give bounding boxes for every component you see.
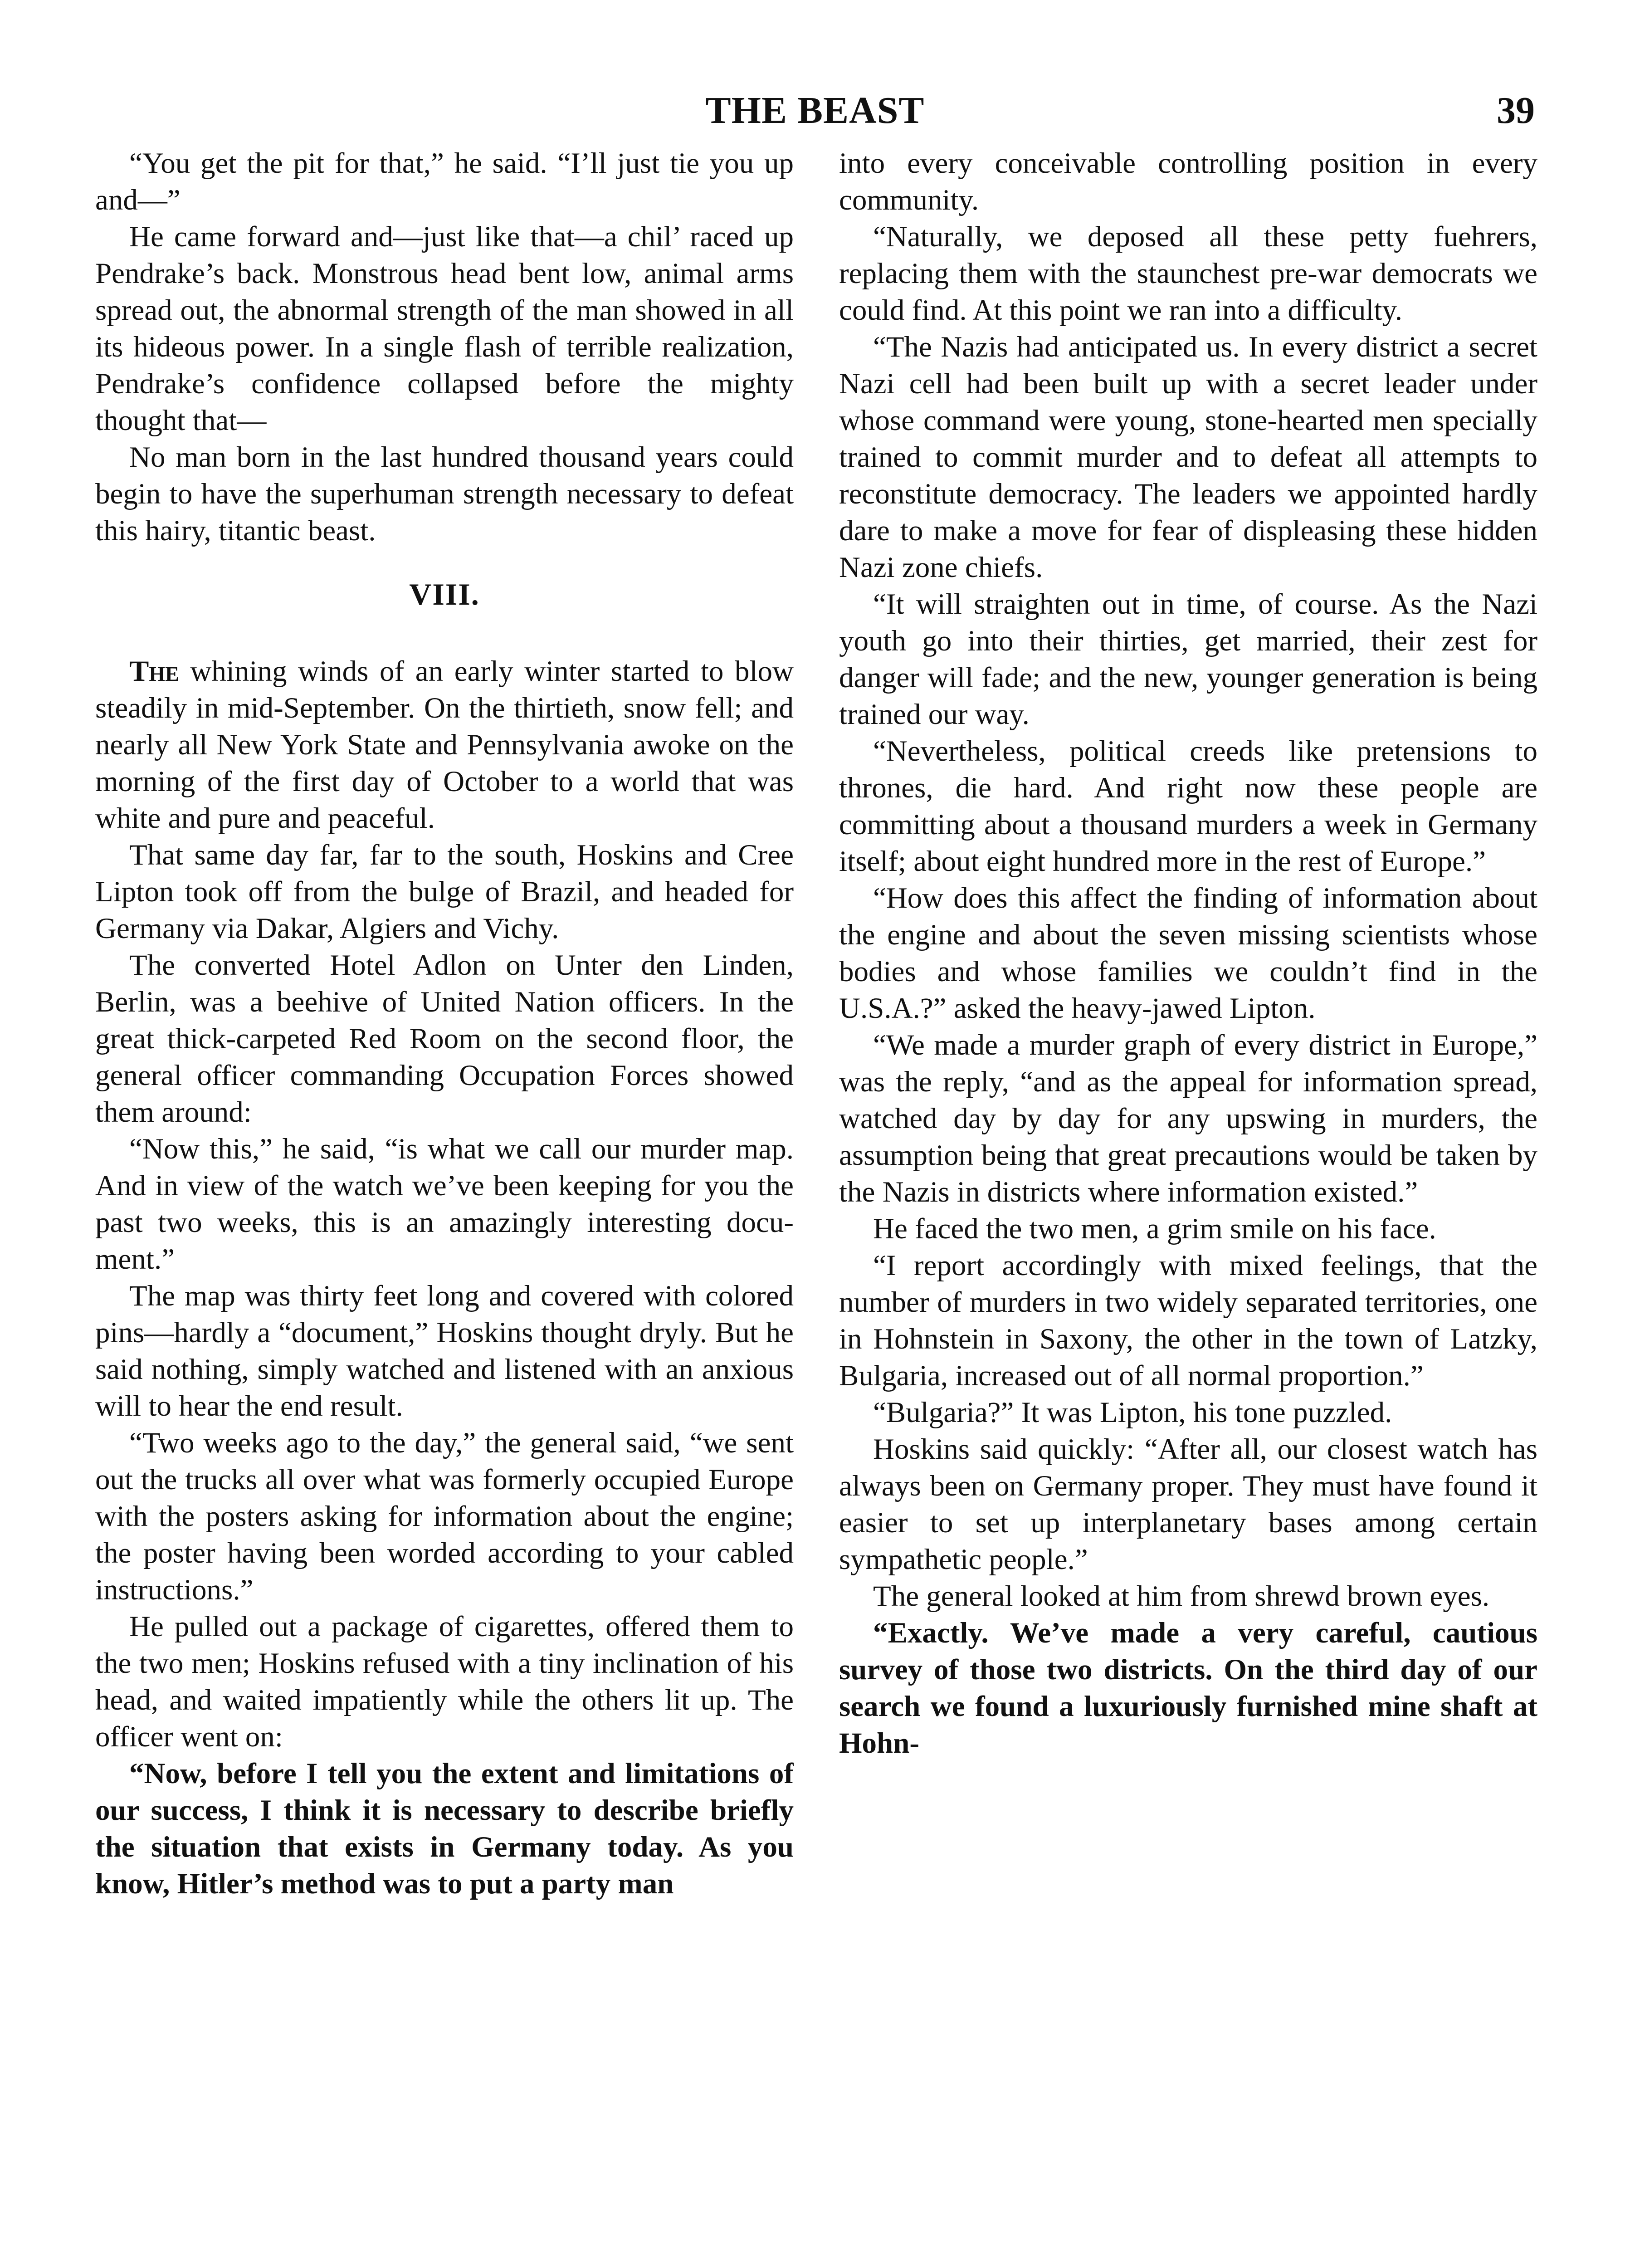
article-columns <box>95 145 1537 2268</box>
paragraph: The map was thirty feet long and covered with colored pins—hardly a “document,” Hoskins thought dryly. But he said nothing, simply watched and listened with an anxious will to hear the end result. <box>95 1280 794 1422</box>
paragraph: That same day far, far to the south, Hoskins and Cree Lipton took off from the bulge of Brazil, and headed for Germany via Dakar, Algiers and Vichy. <box>95 839 794 945</box>
paragraph: Hoskins said quickly: “After all, our closest watch has always been on Germany proper. They must have found it easier to set up interplanetary bases among certain sympathetic people.” <box>839 1433 1537 1576</box>
paragraph: “Now this,” he said, “is what we call our murder map. And in view of the watch we’ve been keeping for you the past two weeks, this is an amazingly interesting document.” <box>95 1133 794 1276</box>
page-header <box>95 88 1535 138</box>
paragraph: “The Nazis had anticipated us. In every district a secret Nazi cell had been built up with a secret leader under whose command were young, stone-hearted men specially trained to commit murder and to defeat all attempts to reconstitute democracy. The leaders we appointed hardly dare to make a move for fear of displeasing these hidden Nazi zone chiefs. <box>839 331 1537 584</box>
section-opening-paragraph <box>95 653 794 837</box>
paragraph-text: whining winds of an early winter started to blow steadily in mid-September. On the thirtieth, snow fell; and nearly all New York State and Pennsylvania awoke on the morning of the first day of October to a world that was white and pure and peaceful. <box>95 655 794 835</box>
paragraph: “Naturally, we deposed all these petty fuehrers, replacing them with the staunchest pre-war democrats we could find. At this point we ran into a difficulty. <box>839 220 1537 327</box>
paragraph: “I report accordingly with mixed feelings, that the number of murders in two widely separated territories, one in Hohnstein in Saxony, the other in the town of Latzky, Bulgaria, increased out of all normal proportion.” <box>839 1249 1537 1392</box>
right-column <box>839 145 1537 2268</box>
paragraph: The converted Hotel Adlon on Unter den Linden, Berlin, was a beehive of United Nation officers. In the great thick-carpeted Red Room on the second floor, the general officer commanding Occupation Forces showed them around: <box>95 949 794 1129</box>
paragraph: He faced the two men, a grim smile on his face. <box>873 1212 1436 1245</box>
opening-word: The <box>129 655 179 688</box>
continued-paragraph: into every conceivable controlling position in every community. <box>839 147 1537 216</box>
page-number: 39 <box>1497 89 1535 132</box>
paragraph: “Now, before I tell you the extent and limitations of our success, I think it is necessary to describe briefly the situation that exists in Germany today. As you know, Hitler’s method was to put a party man <box>95 1757 794 1900</box>
paragraph: He pulled out a package of cigarettes, offered them to the two men; Hoskins refused with a tiny inclination of his head, and waited impatiently while the others lit up. The officer went on: <box>95 1610 794 1753</box>
section-heading: VIII. <box>409 577 480 611</box>
paragraph: “We made a murder graph of every district in Europe,” was the reply, “and as the appeal for information spread, watched day by day for any upswing in murders, the assumption being that great precautions would be taken by the Nazis in districts where information existed.” <box>839 1029 1537 1208</box>
paragraph: “You get the pit for that,” he said. “I’ll just tie you up and—” <box>95 147 794 216</box>
running-title: THE BEAST <box>705 89 925 132</box>
paragraph: “How does this affect the finding of information about the engine and about the seven missing scientists whose bodies and whose families we couldn’t find in the U.S.A.?” asked the heavy-jawed Lipton. <box>839 882 1537 1025</box>
paragraph: “Bulgaria?” It was Lipton, his tone puzzled. <box>873 1396 1392 1429</box>
paragraph: “Two weeks ago to the day,” the general said, “we sent out the trucks all over what was formerly occupied Europe with the posters asking for information about the engine; the poster having been worded according to your cabled instructions.” <box>95 1427 794 1606</box>
left-column <box>95 145 794 2268</box>
paragraph: He came forward and—just like that—a chil’ raced up Pendrake’s back. Monstrous head bent low, animal arms spread out, the abnormal strength of the man showed in all its hideous power. In a single flash of terrible realization, Pendrake’s confidence collapsed before the mighty thought that— <box>95 220 794 437</box>
paragraph: “Nevertheless, political creeds like pretensions to thrones, die hard. And right now these people are committing about a thousand murders a week in Germany itself; about eight hundred more in the rest of Europe.” <box>839 735 1537 878</box>
paragraph: “Exactly. We’ve made a very careful, cautious survey of those two districts. On the third day of our search we found a luxuriously furnished mine shaft at Hohn- <box>839 1617 1537 1760</box>
paragraph: “It will straighten out in time, of course. As the Nazi youth go into their thirties, get married, their zest for danger will fade; and the new, younger generation is being trained our way. <box>839 588 1537 731</box>
paragraph: No man born in the last hundred thousand years could begin to have the superhuman strength necessary to defeat this hairy, titantic beast. <box>95 441 794 547</box>
paragraph: The general looked at him from shrewd brown eyes. <box>873 1580 1490 1613</box>
